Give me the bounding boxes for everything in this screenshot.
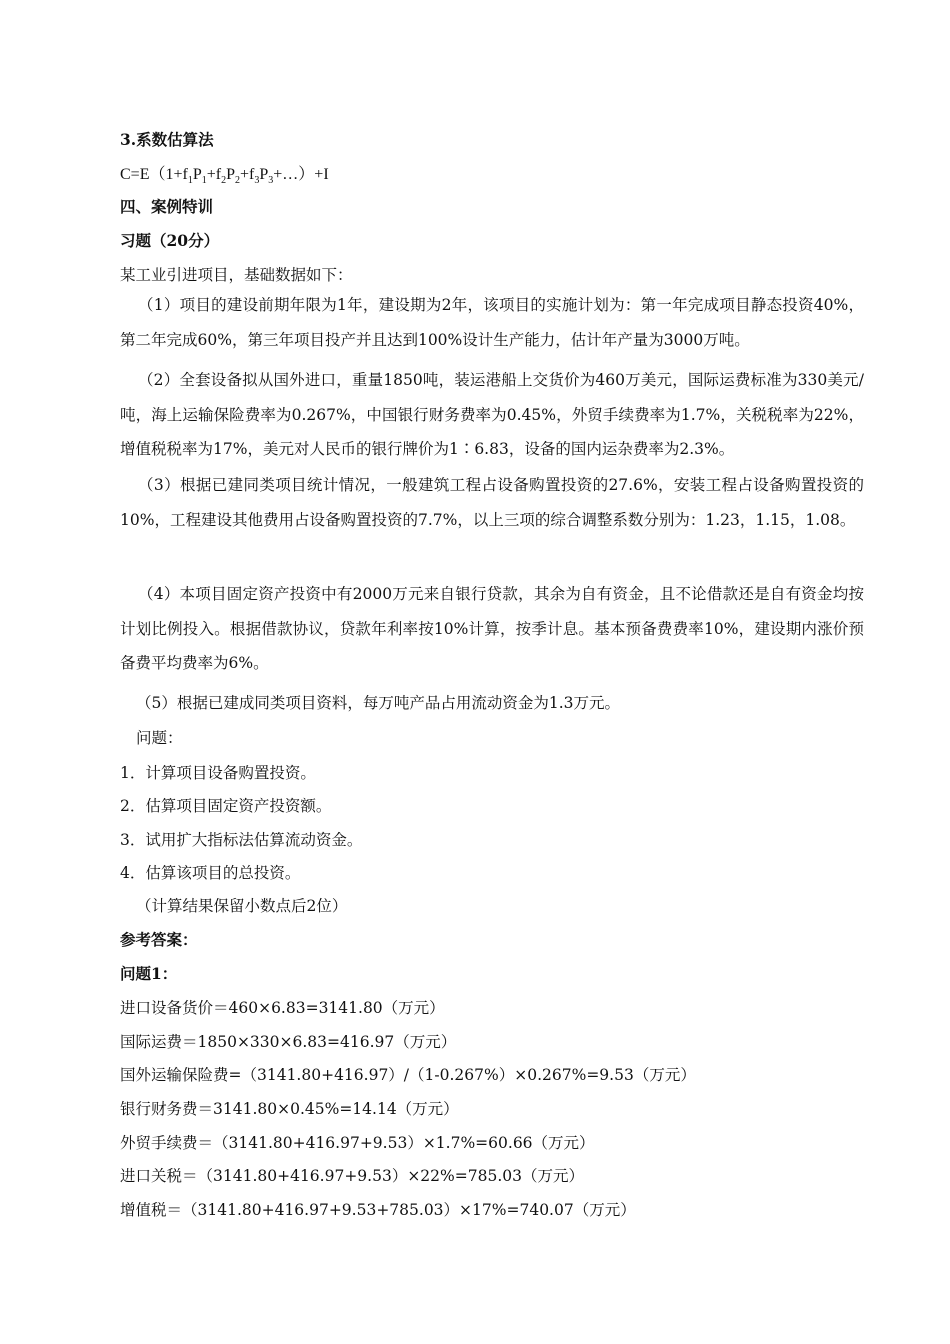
calculation-line: 外贸手续费＝（3141.80+416.97+9.53）×1.7%=60.66（万元） [120,1134,595,1152]
question-item: 2．估算项目固定资产投资额。 [120,797,332,815]
exercise-intro: 某工业引进项目，基础数据如下： [120,266,353,284]
section-heading-coefficient-method: 3.系数估算法 [120,130,214,149]
formula-tail: +…）+I [273,166,329,183]
formula-sub: 2 [221,175,227,187]
formula-term: +f [240,166,255,183]
data-item-2: （2）全套设备拟从国外进口，重量1850吨，装运港船上交货价为460万美元，国际运费标准为330美元/吨，海上运输保险费率为0.267%，中国银行财务费率为0.45%，外贸手续费率为1.7%，关税税率为22%，增值税税率为17%，美元对人民币的银行牌价为1∶6.83，设备的国内运杂费率为2.3%。 [120,371,864,458]
formula-term: P [192,166,202,183]
question1-heading: 问题1： [120,964,178,983]
question-item: 4．估算该项目的总投资。 [120,864,301,882]
exercise-title: 习题（20分） [120,231,220,250]
calculation-line: 国外运输保险费=（3141.80+416.97）/（1-0.267%）×0.267%=9.53（万元） [120,1066,696,1084]
calculation-line: 银行财务费＝3141.80×0.45%=14.14（万元） [120,1100,459,1118]
formula-sub: 1 [187,175,193,187]
formula-term: P [226,166,235,183]
answer-heading: 参考答案： [120,930,198,949]
rounding-note: （计算结果保留小数点后2位） [136,897,348,915]
formula-term: +f [206,166,222,183]
question-item: 1．计算项目设备购置投资。 [120,764,316,782]
formula-sub: 3 [268,175,274,187]
calculation-line: 国际运费＝1850×330×6.83=416.97（万元） [120,1033,457,1051]
calculation-line: 进口关税＝（3141.80+416.97+9.53）×22%=785.03（万元） [120,1167,584,1185]
section-heading-case-training: 四、案例特训 [120,197,214,216]
data-item-3: （3）根据已建同类项目统计情况，一般建筑工程占设备购置投资的27.6%，安装工程占设备购置投资的10%，工程建设其他费用占设备购置投资的7.7%，以上三项的综合调整系数分别为：1.23，1.15，1.08。 [120,476,864,529]
formula-sub: 1 [201,175,207,187]
data-item-5: （5）根据已建成同类项目资料，每万吨产品占用流动资金为1.3万元。 [136,694,621,712]
questions-label: 问题： [136,729,183,747]
calculation-line: 增值税＝（3141.80+416.97+9.53+785.03）×17%=740.07（万元） [120,1201,636,1219]
formula-lead: C=E（1+f [120,166,188,183]
coefficient-formula [120,161,329,186]
formula-sub: 2 [235,175,240,187]
data-item-4: （4）本项目固定资产投资中有2000万元来自银行贷款，其余为自有资金，且不论借款还是自有资金均按计划比例投入。根据借款协议，贷款年利率按10%计算，按季计息。基本预备费费率10%，建设期内涨价预备费平均费率为6%。 [120,585,864,672]
question-item: 3．试用扩大指标法估算流动资金。 [120,831,363,849]
formula-sub: 3 [254,175,260,187]
data-item-1: （1）项目的建设前期年限为1年，建设期为2年，该项目的实施计划为：第一年完成项目静态投资40%，第二年完成60%，第三年项目投产并且达到100%设计生产能力，估计年产量为3000万吨。 [120,296,864,349]
formula-term: P [259,166,269,183]
calculation-line: 进口设备货价＝460×6.83=3141.80（万元） [120,999,445,1017]
